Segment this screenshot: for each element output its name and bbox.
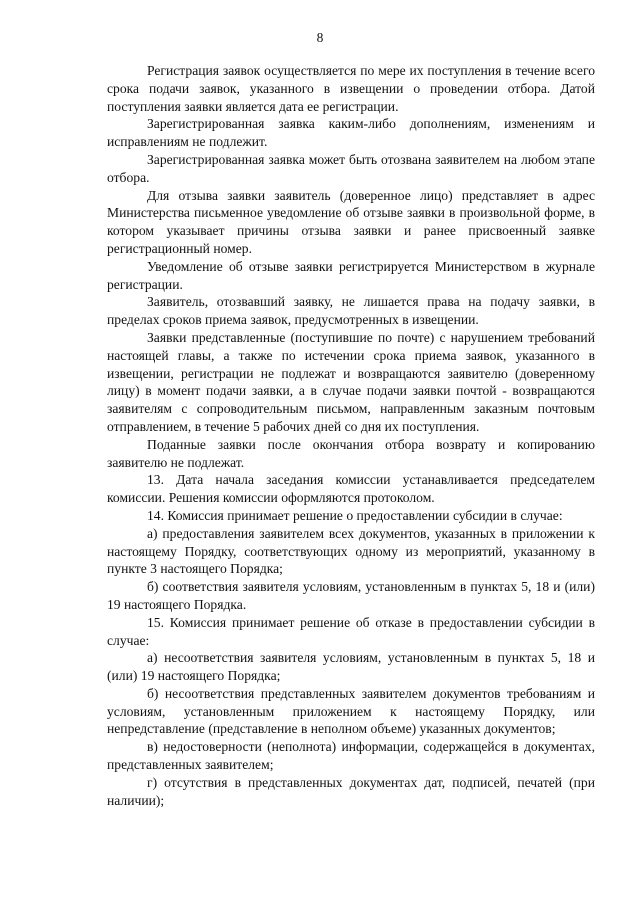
list-item: а) несоответствия заявителя условиям, установленным в пунктах 5, 18 и (или) 19 настоящего Порядка; [107, 650, 595, 684]
page-number: 8 [316, 30, 324, 45]
paragraph: Зарегистрированная заявка может быть отозвана заявителем на любом этапе отбора. [107, 151, 595, 185]
document-body [107, 62, 595, 809]
list-item: б) несоответствия представленных заявителем документов требованиям и условиям, установленным приложением к настоящему Порядку, или непредставление (представление в неполном объеме) указанных документов; [107, 685, 595, 737]
paragraph: Заявитель, отозвавший заявку, не лишается права на подачу заявки, в пределах сроков приема заявок, предусмотренных в извещении. [107, 294, 595, 328]
list-item: б) соответствия заявителя условиям, установленным в пунктах 5, 18 и (или) 19 настоящего Порядка. [107, 579, 595, 612]
paragraph: Для отзыва заявки заявитель (доверенное лицо) представляет в адрес Министерства письменное уведомление об отзыве заявки в произвольной форме, в котором указывает причины отзыва заявки и ранее присвоенный заявке регистрационный номер. [107, 187, 595, 256]
paragraph: Поданные заявки после окончания отбора возврату и копированию заявителю не подлежат. [107, 436, 595, 470]
paragraph: Уведомление об отзыве заявки регистрируется Министерством в журнале регистрации. [107, 258, 595, 292]
paragraph: 15. Комиссия принимает решение об отказе в предоставлении субсидии в случае: [107, 614, 595, 648]
paragraph: Заявки представленные (поступившие по почте) с нарушением требований настоящей главы, а также по истечении срока приема заявок, указанного в извещении, регистрации не подлежат и возвращаются заявителю (доверенному лицу) в момент подачи заявки, а в случае подачи заявки почтой - возвращаются заявителям с сопроводительным письмом, направленным заказным почтовым отправлением, в течение 5 рабочих дней со дня их поступления. [107, 329, 595, 434]
paragraph: 13. Дата начала заседания комиссии устанавливается председателем комиссии. Решения комиссии оформляются протоколом. [107, 472, 595, 506]
list-item: в) недостоверности (неполнота) информации, содержащейся в документах, представленных заявителем; [107, 739, 595, 773]
paragraph: 14. Комиссия принимает решение о предоставлении субсидии в случае: [147, 507, 563, 523]
list-item: а) предоставления заявителем всех документов, указанных в приложении к настоящему Порядку, соответствующих одному из мероприятий, указанному в пункте 3 настоящего Порядка; [107, 525, 595, 577]
paragraph: Регистрация заявок осуществляется по мере их поступления в течение всего срока подачи заявок, указанного в извещении о проведении отбора. Датой поступления заявки является дата ее регистрации. [107, 63, 595, 114]
paragraph: Зарегистрированная заявка каким-либо дополнениям, изменениям и исправлениям не подлежит. [107, 116, 595, 150]
list-item: г) отсутствия в представленных документах дат, подписей, печатей (при наличии); [107, 774, 595, 808]
